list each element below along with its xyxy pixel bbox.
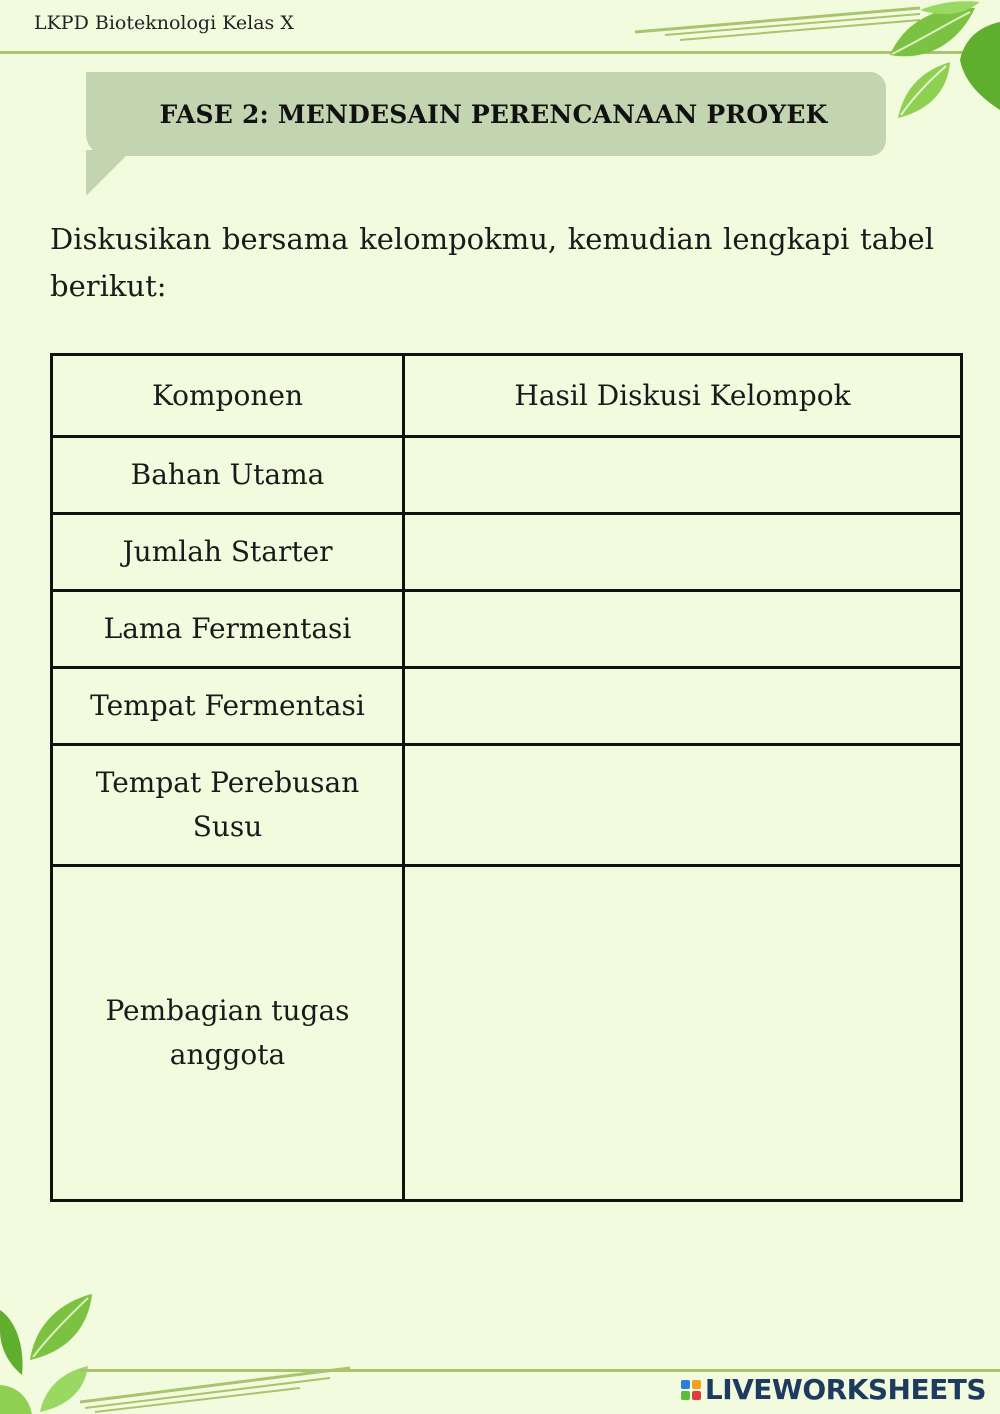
banner-tail <box>86 150 136 200</box>
hasil-answer-cell[interactable] <box>404 866 962 1201</box>
hasil-answer-cell[interactable] <box>404 745 962 866</box>
komponen-cell: Jumlah Starter <box>52 514 404 591</box>
table-header-hasil: Hasil Diskusi Kelompok <box>404 355 962 437</box>
brand-text: LIVEWORKSHEETS <box>704 1373 986 1406</box>
hasil-answer-cell[interactable] <box>404 668 962 745</box>
komponen-cell: Bahan Utama <box>52 437 404 514</box>
komponen-cell: Lama Fermentasi <box>52 591 404 668</box>
hasil-answer-cell[interactable] <box>404 591 962 668</box>
table-header-row <box>52 355 962 437</box>
table-row <box>52 591 962 668</box>
table-header-komponen: Komponen <box>52 355 404 437</box>
komponen-cell: Tempat Perebusan Susu <box>52 745 404 866</box>
discussion-table <box>50 353 963 1202</box>
hasil-answer-cell[interactable] <box>404 437 962 514</box>
komponen-cell: Pembagian tugas anggota <box>52 866 404 1201</box>
phase-title: FASE 2: MENDESAIN PERENCANAAN PROYEK <box>159 99 828 129</box>
instruction-text: Diskusikan bersama kelompokmu, kemudian lengkapi tabel berikut: <box>50 222 934 303</box>
document-header-title: LKPD Bioteknologi Kelas X <box>34 12 294 34</box>
leaf-decoration-icon <box>0 1290 360 1414</box>
komponen-cell: Tempat Fermentasi <box>52 668 404 745</box>
liveworksheets-logo-icon <box>681 1380 701 1400</box>
footer-divider <box>80 1369 1000 1372</box>
table-row <box>52 514 962 591</box>
hasil-answer-cell[interactable] <box>404 514 962 591</box>
table-row <box>52 668 962 745</box>
table-row <box>52 745 962 866</box>
table-row <box>52 866 962 1201</box>
table-row <box>52 437 962 514</box>
liveworksheets-brand[interactable] <box>681 1373 986 1406</box>
